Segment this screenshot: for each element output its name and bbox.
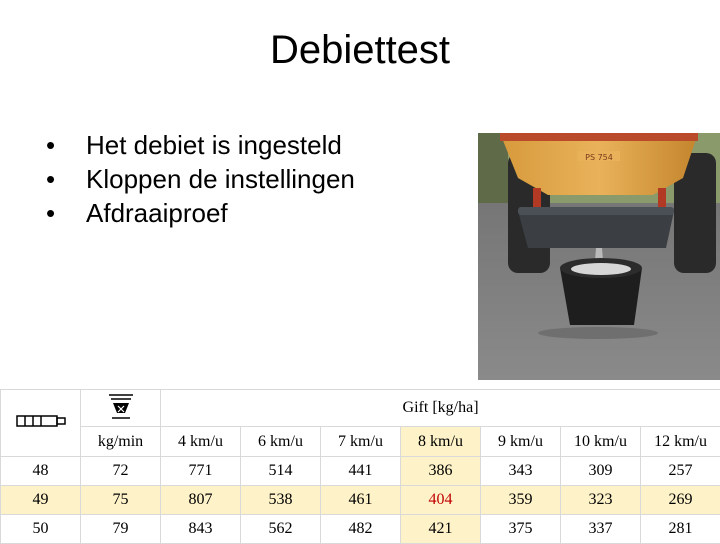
rate-cell: 359 (481, 486, 561, 515)
machine-label: PS 754 (585, 153, 613, 162)
column-header: 8 km/u (401, 427, 481, 457)
spreader-setting-icon (13, 409, 69, 433)
rate-table (0, 389, 720, 544)
rate-cell: 461 (321, 486, 401, 515)
column-header: 7 km/u (321, 427, 401, 457)
rate-cell: 421 (401, 515, 481, 544)
column-header: 10 km/u (561, 427, 641, 457)
bullet-item: • Het debiet is ingesteld (46, 128, 355, 162)
slide-title: Debiettest (0, 28, 720, 73)
target-rate-cell: 404 (401, 486, 481, 515)
rate-cell: 269 (641, 486, 720, 515)
rate-cell: 538 (241, 486, 321, 515)
rate-cell: 375 (481, 515, 561, 544)
rate-cell: 323 (561, 486, 641, 515)
setting-cell: 48 (1, 457, 81, 486)
rate-cell: 257 (641, 457, 720, 486)
gift-header: Gift [kg/ha] (161, 390, 720, 427)
spreader-photo (478, 133, 720, 380)
table-row-highlighted (1, 486, 720, 515)
column-header: 4 km/u (161, 427, 241, 457)
setting-header-cell (1, 390, 81, 457)
table-column-row (1, 427, 720, 457)
hopper-flow-icon (106, 391, 136, 421)
rate-cell: 343 (481, 457, 561, 486)
table-row (1, 457, 720, 486)
rate-cell: 807 (161, 486, 241, 515)
rate-cell: 771 (161, 457, 241, 486)
bullet-item: • Kloppen de instellingen (46, 162, 355, 196)
rate-cell: 386 (401, 457, 481, 486)
table-row (1, 515, 720, 544)
flow-icon-cell (81, 390, 161, 427)
rate-cell: 843 (161, 515, 241, 544)
kgmin-cell: 72 (81, 457, 161, 486)
rate-cell: 337 (561, 515, 641, 544)
setting-cell: 50 (1, 515, 81, 544)
bullet-list (46, 128, 355, 230)
table-header-row (1, 390, 720, 427)
column-header: 6 km/u (241, 427, 321, 457)
setting-cell: 49 (1, 486, 81, 515)
rate-cell: 482 (321, 515, 401, 544)
column-header: 9 km/u (481, 427, 561, 457)
bullet-item: • Afdraaiproef (46, 196, 355, 230)
rate-cell: 309 (561, 457, 641, 486)
rate-cell: 281 (641, 515, 720, 544)
rate-cell: 514 (241, 457, 321, 486)
column-header: 12 km/u (641, 427, 720, 457)
column-header: kg/min (81, 427, 161, 457)
rate-cell: 441 (321, 457, 401, 486)
rate-cell: 562 (241, 515, 321, 544)
kgmin-cell: 75 (81, 486, 161, 515)
kgmin-cell: 79 (81, 515, 161, 544)
